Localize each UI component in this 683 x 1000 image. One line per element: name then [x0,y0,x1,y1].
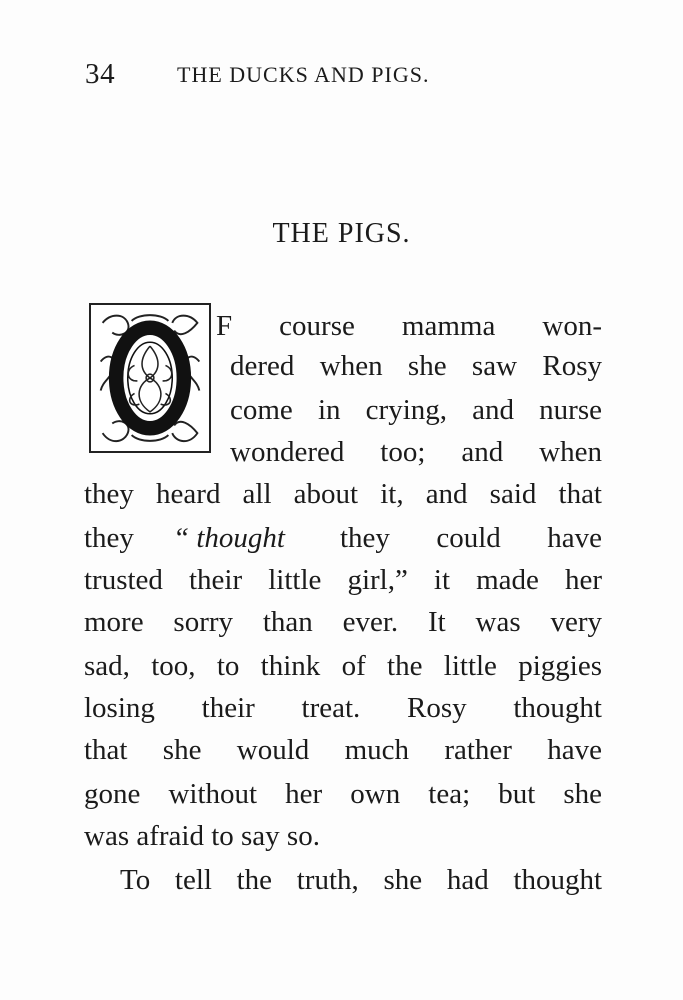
paragraph-line-2: dered when she saw Rosy [230,350,602,382]
paragraph-line-14: To tell the truth, she had thought [120,864,602,896]
paragraph-line-9: sad, too, to think of the little piggies [84,650,602,682]
quoted-word: “ thought [173,522,285,554]
paragraph-line-7: trusted their little girl,” it made her [84,564,602,596]
paragraph-line-1: F course mamma won- [216,310,602,342]
paragraph-line-6-italic [173,518,323,558]
paragraph-line-5: they heard all about it, and said that [84,478,602,510]
paragraph-line-13: was afraid to say so. [84,820,320,852]
running-title: THE DUCKS AND PIGS. [177,62,430,87]
paragraph-line-8: more sorry than ever. It was very [84,606,602,638]
paragraph-line-11: that she would much rather have [84,734,602,766]
ornamental-drop-cap [89,303,211,453]
paragraph-line-12: gone without her own tea; but she [84,778,602,810]
page-number: 34 [85,58,116,90]
running-head [85,58,605,94]
paragraph-line-6-start: they [84,522,134,554]
paragraph-line-4: wondered too; and when [230,436,602,468]
paragraph-line-6-end: they could have [340,522,602,554]
paragraph-line-10: losing their treat. Rosy thought [84,692,602,724]
paragraph-line-3: come in crying, and nurse [230,394,602,426]
chapter-title: THE PIGS. [272,218,411,249]
